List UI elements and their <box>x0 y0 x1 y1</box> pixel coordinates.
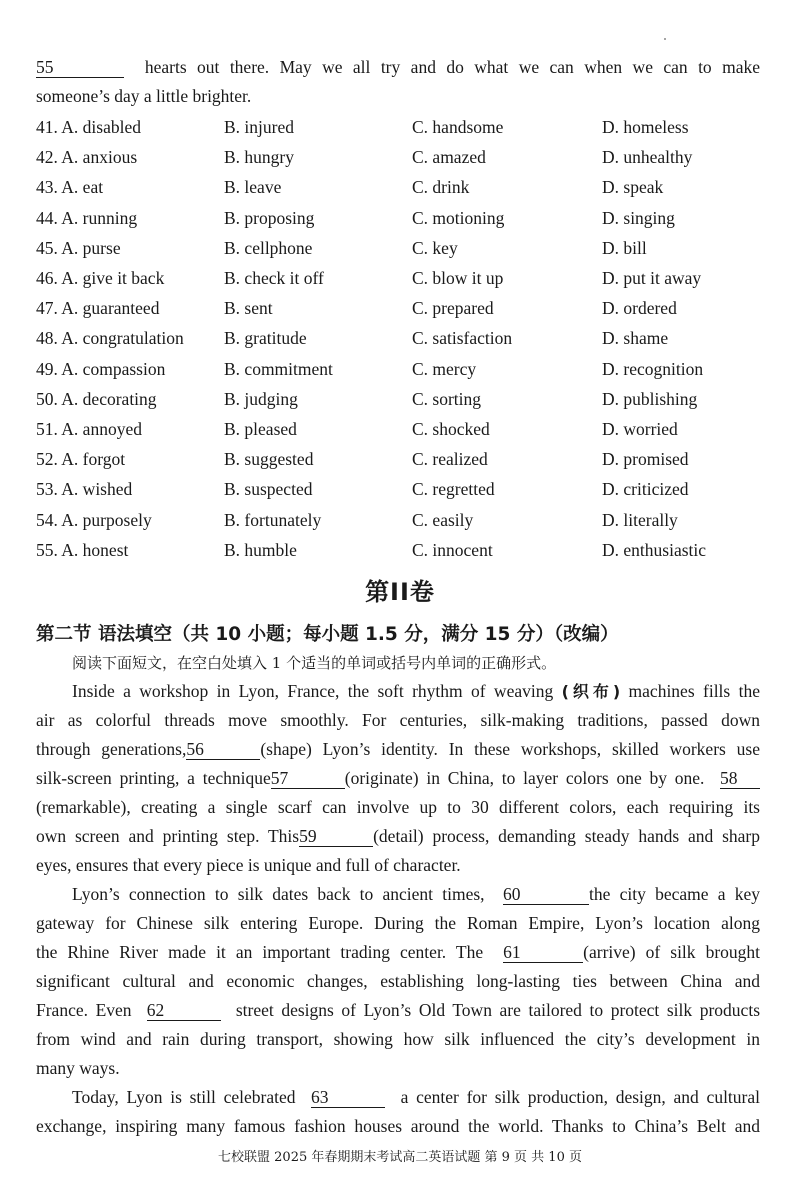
option-c[interactable] <box>412 293 494 323</box>
option-b[interactable] <box>224 414 297 444</box>
question-row <box>36 142 760 172</box>
text: through generations, <box>36 739 187 759</box>
text: Lyon’s connection to silk dates back to ancient times, <box>72 884 485 904</box>
question-number: 50. <box>36 388 58 409</box>
section-title: 第二节 语法填空（共 10 小题；每小题 1.5 分，满分 15 分）（改编） <box>36 624 619 645</box>
blank-60[interactable]: 60 <box>503 884 589 905</box>
option-a[interactable] <box>36 414 142 444</box>
p1-line-2: air as colorful threads move smoothly. For centuries, silk-making traditions, passed down <box>36 710 760 730</box>
option-text: C. handsome <box>412 117 504 137</box>
question-number: 55. <box>36 539 58 560</box>
question-row <box>36 444 760 474</box>
text: (shape) Lyon’s identity. In these workshops, skilled workers use <box>260 739 760 759</box>
question-number: 42. <box>36 147 58 168</box>
option-c[interactable] <box>412 112 503 142</box>
option-a[interactable] <box>36 354 165 384</box>
question-number: 49. <box>36 358 58 379</box>
option-b[interactable] <box>224 354 333 384</box>
option-d[interactable] <box>602 354 703 384</box>
p1-line-7: eyes, ensures that every piece is unique and full of character. <box>36 855 461 875</box>
option-text: C. amazed <box>412 147 486 168</box>
question-number: 45. <box>36 237 58 258</box>
option-text: C. innocent <box>412 539 493 560</box>
option-text: B. leave <box>224 177 282 198</box>
p2-line-6: from wind and rain during transport, showing how silk influenced the city’s development in <box>36 1029 760 1049</box>
p2-line-5 <box>36 996 760 1025</box>
option-d[interactable] <box>602 414 678 444</box>
option-c[interactable] <box>412 444 488 474</box>
text: a center for silk production, design, and cultural <box>400 1087 761 1107</box>
option-text: D. recognition <box>602 358 704 379</box>
option-d[interactable] <box>602 263 701 293</box>
option-d[interactable] <box>602 444 689 474</box>
question-number: 43. <box>36 177 58 198</box>
option-d[interactable] <box>602 505 678 535</box>
option-text: A. decorating <box>61 388 157 409</box>
option-b[interactable] <box>224 293 273 323</box>
option-text: B. sent <box>224 298 273 319</box>
option-text: D. enthusiastic <box>602 539 707 560</box>
option-text: B. injured <box>224 117 294 137</box>
option-b[interactable] <box>224 233 312 263</box>
option-a[interactable] <box>36 323 184 353</box>
option-text: D. homeless <box>602 117 689 137</box>
question-row <box>36 172 760 202</box>
option-a[interactable] <box>36 474 132 504</box>
text: Today, Lyon is still celebrated <box>72 1087 296 1107</box>
option-text: A. eat <box>61 177 104 198</box>
option-text: C. mercy <box>412 358 477 379</box>
option-text: B. commitment <box>224 358 333 379</box>
text: street designs of Lyon’s Old Town are tailored to protect silk products <box>235 1000 760 1020</box>
blank-62[interactable]: 62 <box>147 1000 221 1021</box>
p2-line-7: many ways. <box>36 1058 120 1078</box>
text: machines fills the <box>620 681 760 701</box>
option-text: A. anxious <box>61 147 138 168</box>
option-a[interactable] <box>36 172 103 202</box>
option-text: C. realized <box>412 449 488 470</box>
option-text: C. key <box>412 237 458 258</box>
option-b[interactable] <box>224 263 324 293</box>
text: (originate) in China, to layer colors one by one. <box>344 768 705 788</box>
option-text: B. pleased <box>224 419 297 439</box>
p2-line-3 <box>36 938 760 967</box>
option-c[interactable] <box>412 414 490 444</box>
option-a[interactable] <box>36 263 164 293</box>
page-footer: 七校联盟 2025 年春期期末考试高二英语试题 第 9 页 共 10 页 <box>218 1150 582 1165</box>
question-number: 44. <box>36 207 58 228</box>
question-row <box>36 535 760 565</box>
option-a[interactable] <box>36 203 137 233</box>
option-b[interactable] <box>224 474 312 504</box>
intro-text: hearts out there. May we all try and do what we can when we can to make <box>144 57 760 77</box>
option-text: B. cellphone <box>224 237 313 258</box>
option-text: D. shame <box>602 328 669 349</box>
option-c[interactable] <box>412 263 503 293</box>
option-b[interactable] <box>224 203 314 233</box>
option-d[interactable] <box>602 384 697 414</box>
p2-line-1 <box>72 880 760 909</box>
question-row <box>36 414 760 444</box>
question-number: 54. <box>36 509 58 530</box>
cn-gloss: (织布) <box>561 682 621 701</box>
option-b[interactable] <box>224 112 294 142</box>
option-text: C. motioning <box>412 207 505 228</box>
option-text: A. forgot <box>61 449 126 470</box>
option-text: A. congratulation <box>61 328 184 349</box>
option-b[interactable] <box>224 142 294 172</box>
option-text: C. drink <box>412 177 470 198</box>
option-b[interactable] <box>224 323 307 353</box>
option-b[interactable] <box>224 384 298 414</box>
text: silk-screen printing, a technique <box>36 768 271 788</box>
p3-line-2: exchange, inspiring many famous fashion houses around the world. Thanks to China’s Belt and <box>36 1116 760 1136</box>
blank-57[interactable]: 57 <box>271 768 345 789</box>
text: own screen and printing step. This <box>36 826 300 846</box>
question-row <box>36 293 760 323</box>
option-a[interactable] <box>36 233 121 263</box>
scan-speck <box>664 38 666 40</box>
option-d[interactable] <box>602 172 663 202</box>
option-text: A. guaranteed <box>61 298 160 319</box>
option-c[interactable] <box>412 535 493 565</box>
option-a[interactable] <box>36 142 137 172</box>
option-c[interactable] <box>412 384 481 414</box>
option-d[interactable] <box>602 203 675 233</box>
option-text: A. wished <box>61 479 133 500</box>
question-number: 47. <box>36 298 58 319</box>
option-text: D. unhealthy <box>602 147 693 168</box>
question-number: 53. <box>36 479 58 500</box>
option-d[interactable] <box>602 293 677 323</box>
question-number: 51. <box>36 419 58 439</box>
option-a[interactable] <box>36 384 157 414</box>
blank-58[interactable]: 58 <box>720 768 760 789</box>
option-text: C. regretted <box>412 479 495 500</box>
blank-59[interactable]: 59 <box>299 826 373 847</box>
text: (arrive) of silk brought <box>583 942 761 962</box>
option-text: D. publishing <box>602 388 698 409</box>
option-d[interactable] <box>602 112 689 142</box>
option-d[interactable] <box>602 142 692 172</box>
option-text: C. satisfaction <box>412 328 513 349</box>
option-text: A. compassion <box>61 358 166 379</box>
p1-line-6 <box>36 822 760 851</box>
text: (detail) process, demanding steady hands and sharp <box>373 826 760 846</box>
p2-line-4: significant cultural and economic changes, establishing long-lasting ties between China and <box>36 971 760 991</box>
option-text: A. annoyed <box>61 419 142 439</box>
option-text: B. suspected <box>224 479 313 500</box>
option-text: D. literally <box>602 509 678 530</box>
option-text: B. check it off <box>224 268 324 288</box>
option-text: A. honest <box>61 539 129 560</box>
blank-61[interactable]: 61 <box>503 942 583 963</box>
p1-line-1 <box>72 677 760 706</box>
option-b[interactable] <box>224 535 297 565</box>
option-a[interactable] <box>36 444 125 474</box>
question-row <box>36 233 760 263</box>
blank-56[interactable]: 56 <box>186 739 260 760</box>
option-d[interactable] <box>602 233 647 263</box>
option-a[interactable] <box>36 505 152 535</box>
option-c[interactable] <box>412 505 473 535</box>
option-text: A. disabled <box>61 117 142 137</box>
question-row <box>36 203 760 233</box>
p2-line-2: gateway for Chinese silk entering Europe. During the Roman Empire, Lyon’s location along <box>36 913 760 933</box>
option-text: D. ordered <box>602 298 677 319</box>
option-c[interactable] <box>412 142 486 172</box>
option-d[interactable] <box>602 323 668 353</box>
option-text: C. shocked <box>412 419 490 439</box>
text: the Rhine River made it an important trading center. The <box>36 942 484 962</box>
option-text: C. prepared <box>412 298 494 319</box>
option-a[interactable] <box>36 293 159 323</box>
option-text: B. suggested <box>224 449 314 470</box>
question-number: 48. <box>36 328 58 349</box>
option-text: A. give it back <box>61 268 165 288</box>
question-row <box>36 263 760 293</box>
option-text: B. judging <box>224 388 298 409</box>
option-text: D. worried <box>602 419 678 439</box>
blank-63[interactable]: 63 <box>311 1087 385 1108</box>
p1-line-5: (remarkable), creating a single scarf can involve up to 30 different colors, each requiring its <box>36 797 760 817</box>
question-row <box>36 384 760 414</box>
blank-55[interactable]: 55 <box>36 57 124 78</box>
p3-line-1 <box>72 1083 760 1112</box>
option-c[interactable] <box>412 354 476 384</box>
option-text: A. purposely <box>61 509 152 530</box>
question-row <box>36 505 760 535</box>
option-d[interactable] <box>602 474 688 504</box>
question-number: 41. <box>36 117 58 137</box>
option-b[interactable] <box>224 444 313 474</box>
intro-line-1 <box>36 53 760 82</box>
option-b[interactable] <box>224 505 321 535</box>
option-c[interactable] <box>412 172 469 202</box>
question-row <box>36 474 760 504</box>
option-text: D. criticized <box>602 479 689 500</box>
option-text: B. fortunately <box>224 509 322 530</box>
option-text: C. sorting <box>412 388 482 409</box>
text: the city became a key <box>589 884 760 904</box>
option-a[interactable] <box>36 112 141 142</box>
p1-line-4 <box>36 764 760 793</box>
text: France. Even <box>36 1000 132 1020</box>
question-row <box>36 354 760 384</box>
option-c[interactable] <box>412 233 458 263</box>
text: Inside a workshop in Lyon, France, the soft rhythm of weaving <box>72 681 562 701</box>
option-a[interactable] <box>36 535 128 565</box>
option-c[interactable] <box>412 203 504 233</box>
option-text: A. running <box>61 207 138 228</box>
option-text: D. singing <box>602 207 675 228</box>
option-c[interactable] <box>412 474 495 504</box>
option-text: C. easily <box>412 509 474 530</box>
option-text: D. speak <box>602 177 664 198</box>
question-number: 46. <box>36 268 58 288</box>
option-text: B. gratitude <box>224 328 307 349</box>
option-text: D. bill <box>602 237 647 258</box>
question-row <box>36 323 760 353</box>
option-text: C. blow it up <box>412 268 504 288</box>
option-text: B. humble <box>224 539 297 560</box>
instruction: 阅读下面短文，在空白处填入 1 个适当的单词或括号内单词的正确形式。 <box>72 654 557 672</box>
option-c[interactable] <box>412 323 512 353</box>
volume-title: 第II卷 <box>365 578 435 606</box>
question-number: 52. <box>36 449 58 470</box>
p1-line-3 <box>36 735 760 764</box>
option-text: B. proposing <box>224 207 315 228</box>
option-text: A. purse <box>61 237 121 258</box>
intro-line-2: someone’s day a little brighter. <box>36 86 252 106</box>
option-text: B. hungry <box>224 147 294 168</box>
option-text: D. promised <box>602 449 689 470</box>
question-row <box>36 112 760 142</box>
option-text: D. put it away <box>602 268 702 288</box>
option-d[interactable] <box>602 535 706 565</box>
option-b[interactable] <box>224 172 281 202</box>
